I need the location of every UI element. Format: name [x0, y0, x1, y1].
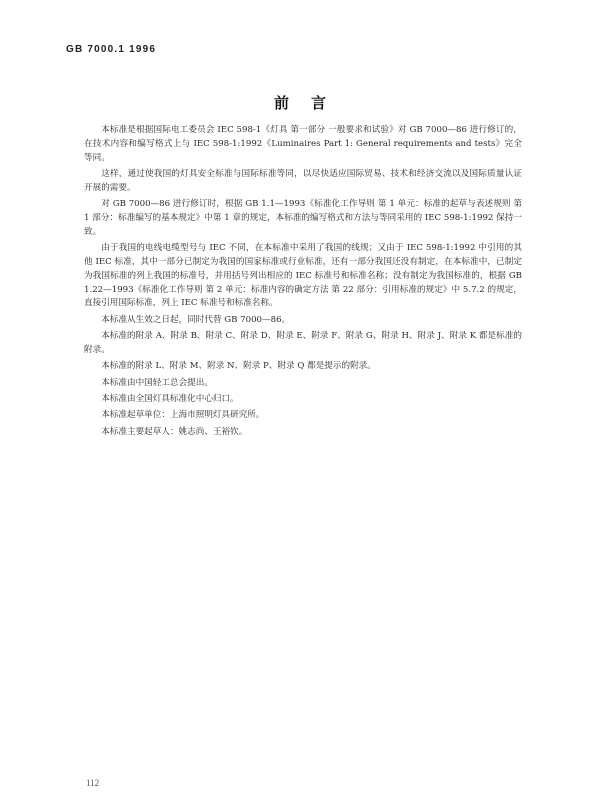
preface-body	[84, 124, 522, 442]
page-number: 112	[86, 778, 100, 788]
paragraph: 由于我国的电线电缆型号与 IEC 不同，在本标准中采用了我国的线规；又由于 IEC 598-1:1992 中引用的其他 IEC 标准，其中一部分已制定为我国的国家标准或行业标准，还有一部分我国还没有制定，在本标准中，已制定为我国标准的列上我国的标准号，并用括号列出相应的 IEC 标准号和标准名称；没有制定为我国标准的，根据 GB 1.22—1993《标准化工作导则 第 2 单元：标准内容的确定方法 第 22 部分：引用标准的规定》中 5.7.2 的规定，直接引用国际标准，列上 IEC 标准号和标准名称。	[84, 243, 522, 309]
paragraph: 本标准从生效之日起，同时代替 GB 7000—86。	[101, 314, 291, 325]
paragraph: 本标准由全国灯具标准化中心归口。	[101, 394, 239, 405]
paragraph: 本标准由中国轻工总会提出。	[101, 377, 213, 388]
standard-code-header: GB 7000.1 1996	[66, 44, 157, 55]
paragraph: 这样，通过使我国的灯具安全标准与国际标准等同，以尽快适应国际贸易、技术和经济交流以及国际质量认证开展的需要。	[84, 168, 522, 193]
page-title: 前言	[273, 94, 348, 112]
paragraph: 本标准主要起草人：姚志尚、王裕钦。	[101, 426, 248, 437]
paragraph: 本标准的附录 A、附录 B、附录 C、附录 D、附录 E、附录 F、附录 G、附录 H、附录 J、附录 K 都是标准的附录。	[84, 331, 522, 355]
paragraph: 本标准起草单位：上海市照明灯具研究所。	[101, 410, 265, 421]
paragraph: 本标准的附录 L、附录 M、附录 N、附录 P、附录 Q 都是提示的附录。	[101, 361, 376, 372]
paragraph: 本标准是根据国际电工委员会 IEC 598-1《灯具 第一部分 一般要求和试验》对 GB 7000—86 进行修订的，在技术内容和编写格式上与 IEC 598-1:1992《Luminaires Part 1: General requirements and tests》完全等同。	[84, 125, 522, 163]
paragraph: 对 GB 7000—86 进行修订时，根据 GB 1.1—1993《标准化工作导则 第 1 单元：标准的起草与表述规则 第 1 部分：标准编写的基本规定》中第 1 章的规定，本标准的编写格式和方法与等同采用的 IEC 598-1:1992 保持一致。	[84, 199, 522, 237]
